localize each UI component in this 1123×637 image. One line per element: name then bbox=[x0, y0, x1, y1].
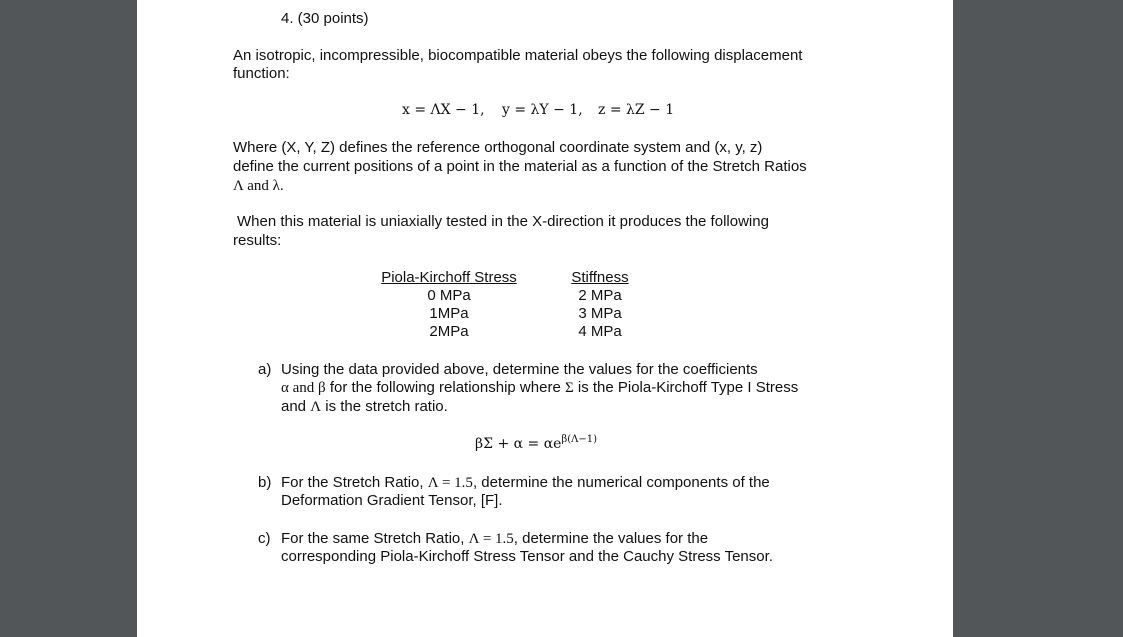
table-cell-stress-1: 1MPa bbox=[429, 305, 469, 322]
document-page bbox=[137, 0, 953, 637]
part-b-line-1-text-1: For the Stretch Ratio, bbox=[281, 474, 428, 491]
intro-line-1: An isotropic, incompressible, biocompatible material obeys the following displacement bbox=[233, 47, 803, 64]
sigma-symbol: Σ bbox=[564, 380, 574, 396]
part-a-line-3-text-1: and bbox=[281, 398, 311, 415]
table-header-stiffness: Stiffness bbox=[571, 269, 629, 286]
part-a-label: a) bbox=[258, 361, 272, 378]
part-a-line-3 bbox=[281, 398, 448, 416]
where-line-3: Λ and λ. bbox=[233, 178, 284, 194]
part-a-line-2-text-2: is the Piola-Kirchoff Type I Stress bbox=[573, 379, 799, 396]
part-b-line-1-text-2: , determine the numerical components of the bbox=[472, 474, 770, 491]
part-a-line-1: Using the data provided above, determine the values for the coefficients bbox=[281, 361, 758, 378]
part-c-line-1 bbox=[281, 530, 708, 548]
equation-a bbox=[475, 435, 597, 453]
test-line-2: results: bbox=[233, 232, 282, 249]
part-c-line-1-text-2: , determine the values for the bbox=[513, 530, 709, 547]
part-b-line-1 bbox=[281, 474, 770, 492]
table-cell-stiffness-2: 4 MPa bbox=[578, 323, 622, 340]
part-a-line-2 bbox=[281, 379, 798, 397]
part-b-line-2: Deformation Gradient Tensor, [F]. bbox=[281, 492, 503, 509]
intro-line-2: function: bbox=[233, 65, 290, 82]
part-b-label: b) bbox=[258, 474, 272, 491]
part-a-line-2-text-1: for the following relationship where bbox=[325, 379, 565, 396]
question-heading: 4. (30 points) bbox=[281, 10, 369, 27]
table-cell-stiffness-1: 3 MPa bbox=[578, 305, 622, 322]
table-header-stress: Piola-Kirchoff Stress bbox=[381, 269, 517, 286]
table-cell-stress-0: 0 MPa bbox=[427, 287, 471, 304]
test-line-1: When this material is uniaxially tested in the X-direction it produces the following bbox=[237, 213, 769, 230]
part-c-line-2: corresponding Piola-Kirchoff Stress Tensor and the Cauchy Stress Tensor. bbox=[281, 548, 773, 565]
lambda-symbol: Λ bbox=[310, 399, 322, 415]
part-c-stretch-value: Λ = 1.5 bbox=[468, 531, 514, 547]
equation-a-exponent: β(Λ−1) bbox=[561, 434, 597, 445]
equation-y: y = λY − 1, bbox=[502, 102, 583, 118]
where-line-1: Where (X, Y, Z) defines the reference orthogonal coordinate system and (x, y, z) bbox=[233, 139, 763, 156]
where-line-2: define the current positions of a point in the material as a function of the Stretch Ratios bbox=[233, 158, 807, 175]
part-a-line-3-text-2: is the stretch ratio. bbox=[321, 398, 448, 415]
equation-x: x = ΛX − 1, bbox=[402, 102, 485, 118]
table-cell-stiffness-0: 2 MPa bbox=[578, 287, 622, 304]
part-b-stretch-value: Λ = 1.5 bbox=[427, 475, 473, 491]
equation-a-main: βΣ + α = αe bbox=[475, 436, 562, 452]
alpha-beta-math: α and β bbox=[281, 380, 326, 396]
part-c-label: c) bbox=[258, 530, 271, 547]
part-c-line-1-text-1: For the same Stretch Ratio, bbox=[281, 530, 469, 547]
table-cell-stress-2: 2MPa bbox=[429, 323, 469, 340]
equation-z: z = λZ − 1 bbox=[598, 102, 675, 118]
